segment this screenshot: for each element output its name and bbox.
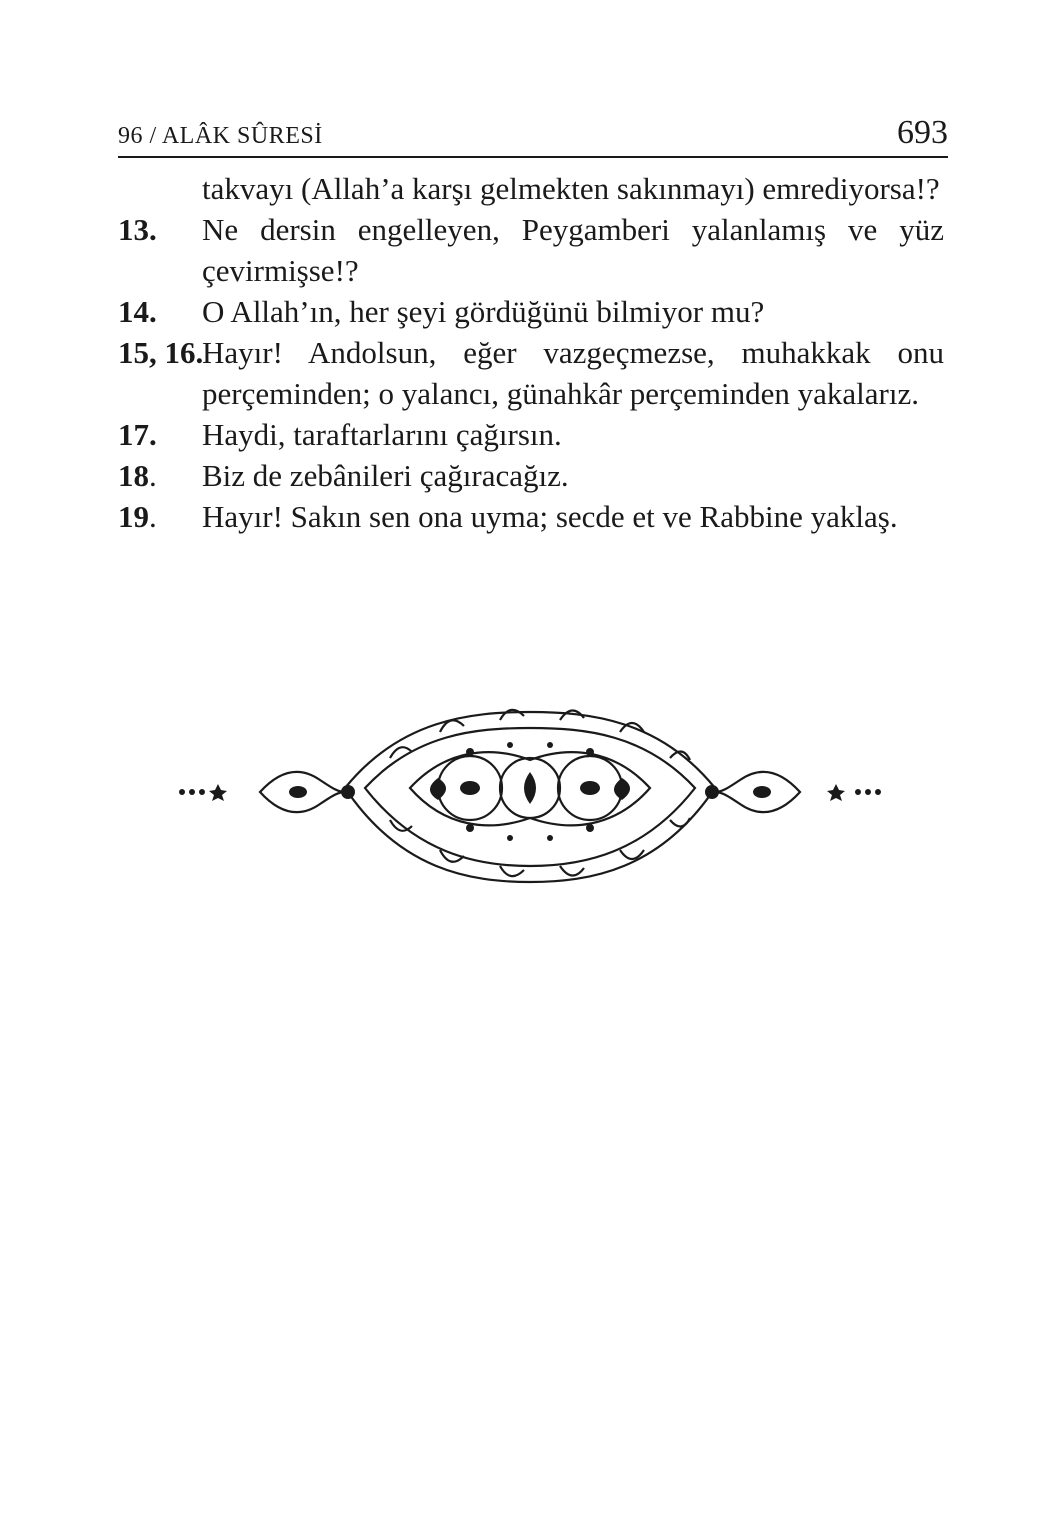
verse-continuation — [118, 168, 944, 209]
verse-text: Biz de zebânileri çağıracağız. — [202, 458, 569, 493]
running-head: 96 / ALÂK SÛRESİ — [118, 123, 323, 149]
verse-14 — [118, 291, 944, 332]
verse-text: Hayır! Sakın sen ona uyma; secde et ve Rabbine yaklaş. — [202, 499, 898, 534]
verse-18 — [118, 455, 944, 496]
page-number: 693 — [897, 114, 948, 151]
verse-number: 17. — [118, 417, 157, 452]
verse-19 — [118, 496, 944, 537]
verse-number: 18. — [118, 458, 157, 493]
verse-text: Haydi, taraftarlarını çağırsın. — [202, 417, 562, 452]
verse-number: 19. — [118, 499, 157, 534]
verse-15-16 — [118, 332, 944, 414]
verse-number: 15, 16. — [118, 335, 204, 370]
verse-13 — [118, 209, 944, 291]
decorative-ornament-icon — [170, 700, 890, 900]
page-header — [118, 108, 948, 158]
verse-text: O Allah’ın, her şeyi gördüğünü bilmiyor mu? — [202, 294, 765, 329]
verse-number: 13. — [118, 212, 157, 247]
verse-text: takvayı (Allah’a karşı gelmekten sakınmayı) emrediyorsa!? — [202, 171, 940, 206]
verse-text: Hayır! Andolsun, eğer vazgeçmezse, muhakkak onu perçeminden; o yalancı, günahkâr perçeminden yakalarız. — [202, 335, 944, 411]
verse-list — [118, 168, 944, 537]
verse-text: Ne dersin engelleyen, Peygamberi yalanlamış ve yüz çevirmişse!? — [202, 212, 944, 288]
verse-number: 14. — [118, 294, 157, 329]
verse-17 — [118, 414, 944, 455]
